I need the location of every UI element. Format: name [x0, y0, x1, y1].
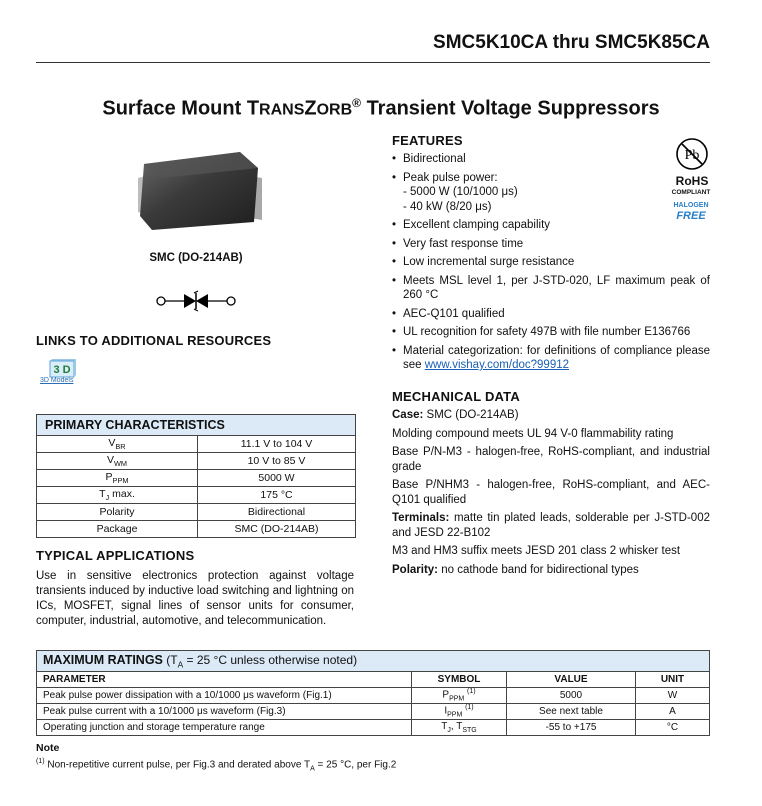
param-cell: $P_{PPM}$: [37, 470, 198, 487]
pb-free-icon: [675, 137, 709, 171]
parameter-cell: Peak pulse power dissipation with a 10/1000 μs waveform (Fig.1): [37, 688, 412, 704]
list-item: • Peak pulse power: - 5000 W (10/1000 μs) - 40 kW (8/20 μs): [392, 171, 710, 215]
unit-cell: A: [636, 704, 710, 720]
column-header: PARAMETER: [37, 672, 412, 688]
main-heading: Surface Mount TRANSZORB® Transient Voltage Suppressors: [102, 96, 660, 120]
package-label: SMC (DO-214AB): [149, 252, 243, 264]
molding-line: Molding compound meets UL 94 V-0 flammability rating: [392, 427, 674, 440]
list-item: • Excellent clamping capability: [392, 218, 710, 233]
param-cell: $V_{WM}$: [37, 453, 198, 470]
value-cell: 175 °C: [198, 487, 356, 504]
typical-applications-text: Use in sensitive electronics protection against voltage transients induced by inductive load switching and lightning on ICs, MOSFET, signal lines of sensor units for consumer, computer, industrial, automotive, and telecommunication.: [36, 570, 354, 627]
value-cell: -55 to +175: [507, 720, 636, 736]
svg-text:Pb: Pb: [684, 148, 700, 163]
3d-models-link[interactable]: 3D Models: [40, 377, 74, 384]
value-cell: 10 V to 85 V: [198, 453, 356, 470]
mechanical-data-heading: MECHANICAL DATA: [392, 389, 520, 404]
symbol-cell: $T_J$, $T_{STG}$: [412, 720, 507, 736]
rohs-badge: RoHS: [675, 174, 709, 188]
list-item: • Material categorization: for definitions of compliance please see www.vishay.com/doc?99912: [392, 344, 710, 373]
table-header-row: [37, 672, 710, 688]
typical-applications-heading: TYPICAL APPLICATIONS: [36, 548, 195, 563]
symbol-cell: $P_{PPM}$ $^{(1)}$: [412, 688, 507, 704]
features-heading: FEATURES: [392, 133, 463, 148]
title-divider: [36, 62, 710, 63]
column-header: VALUE: [507, 672, 636, 688]
terminals-line: Terminals: matte tin plated leads, solderable per J-STD-002 and JESD 22-B102: [392, 512, 710, 539]
list-item: • Low incremental surge resistance: [392, 255, 710, 270]
rohs-compliant-label: COMPLIANT: [671, 189, 711, 196]
table-row: [37, 487, 356, 504]
package-image: [130, 150, 270, 232]
value-cell: See next table: [507, 704, 636, 720]
case-line: Case: SMC (DO-214AB): [392, 409, 519, 421]
table-row: [37, 720, 710, 736]
table-row: [37, 453, 356, 470]
table-row: [37, 521, 356, 538]
svg-text:3 D: 3 D: [53, 364, 71, 376]
whisker-line: M3 and HM3 suffix meets JESD 201 class 2 whisker test: [392, 545, 681, 557]
table-row: [37, 704, 710, 720]
halogen-label: HALOGEN: [673, 202, 709, 209]
mechanical-data-text: [392, 408, 710, 581]
value-cell: 5000 W: [198, 470, 356, 487]
table-row: [37, 436, 356, 453]
parameter-cell: Operating junction and storage temperature range: [37, 720, 412, 736]
bidirectional-tvs-symbol: [156, 290, 236, 312]
maximum-ratings-table: [36, 650, 710, 736]
symbol-cell: $I_{PPM}$ $^{(1)}$: [412, 704, 507, 720]
maximum-ratings-heading: MAXIMUM RATINGS ($T_A = 25$ °C unless otherwise noted): [37, 651, 710, 672]
unit-cell: W: [636, 688, 710, 704]
halogen-free-label: FREE: [676, 210, 706, 222]
polarity-line: Polarity: no cathode band for bidirectional types: [392, 563, 639, 576]
compliance-link[interactable]: www.vishay.com/doc?99912: [424, 359, 569, 371]
param-cell: $V_{BR}$: [37, 436, 198, 453]
table-row: [37, 504, 356, 521]
note-heading: Note: [36, 742, 60, 754]
column-header: SYMBOL: [412, 672, 507, 688]
param-cell: Polarity: [37, 504, 198, 521]
links-heading: LINKS TO ADDITIONAL RESOURCES: [36, 333, 272, 348]
column-header: UNIT: [636, 672, 710, 688]
param-cell: Package: [37, 521, 198, 538]
document-title: SMC5K10CA thru SMC5K85CA: [433, 32, 710, 53]
primary-characteristics-table: [36, 414, 356, 538]
list-item: • Meets MSL level 1, per J-STD-020, LF maximum peak of 260 °C: [392, 274, 710, 303]
list-item: • UL recognition for safety 497B with file number E136766: [392, 325, 710, 340]
value-cell: Bidirectional: [198, 504, 356, 521]
features-list: [392, 152, 710, 377]
base-m3-line: Base P/N-M3 - halogen-free, RoHS-compliant, and industrial grade: [392, 446, 710, 473]
list-item: • Very fast response time: [392, 237, 710, 252]
parameter-cell: Peak pulse current with a 10/1000 μs waveform (Fig.3): [37, 704, 412, 720]
table-row: [37, 470, 356, 487]
param-cell: $T_J$ max.: [37, 487, 198, 504]
value-cell: 5000: [507, 688, 636, 704]
table-row: [37, 688, 710, 704]
unit-cell: °C: [636, 720, 710, 736]
note-text: $^{(1)}$ Non-repetitive current pulse, per Fig.3 and derated above $T_A = 25$ °C, per Fig.2: [36, 758, 397, 773]
value-cell: 11.1 V to 104 V: [198, 436, 356, 453]
value-cell: SMC (DO-214AB): [198, 521, 356, 538]
base-hm3-line: Base P/NHM3 - halogen-free, RoHS-compliant, and AEC-Q101 qualified: [392, 479, 710, 506]
list-item: • AEC-Q101 qualified: [392, 307, 710, 322]
list-item: • Bidirectional: [392, 152, 710, 167]
primary-characteristics-heading: PRIMARY CHARACTERISTICS: [37, 415, 356, 436]
